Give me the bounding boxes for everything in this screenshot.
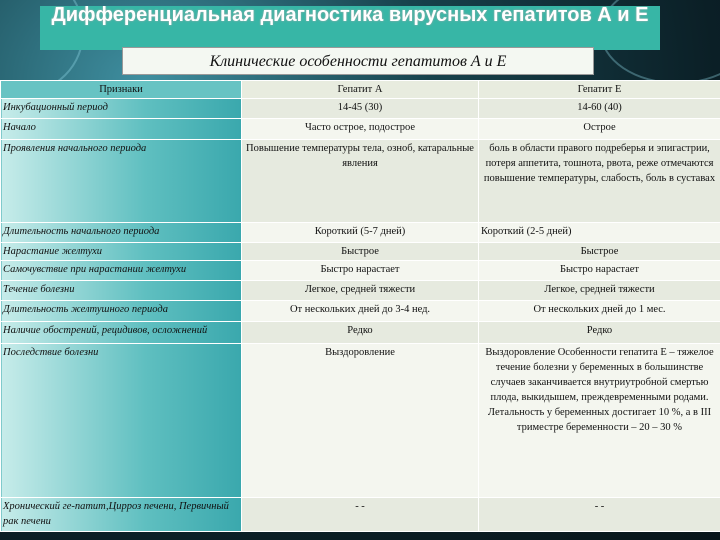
row-hepatitis-e: Легкое, средней тяжести <box>479 281 720 301</box>
slide-title: Дифференциальная диагностика вирусных гепатитов А и Е <box>40 6 660 50</box>
row-feature: Длительность желтушного периода <box>1 301 242 321</box>
row-feature: Нарастание желтухи <box>1 242 242 260</box>
row-hepatitis-e: Быстро нарастает <box>479 260 720 280</box>
row-hepatitis-e: - - <box>479 497 720 531</box>
table-row <box>1 301 720 321</box>
table-row <box>1 260 720 280</box>
header-features: Признаки <box>1 81 242 99</box>
row-hepatitis-a: - - <box>242 497 479 531</box>
row-hepatitis-e: От нескольких дней до 1 мес. <box>479 301 720 321</box>
row-hepatitis-e: Выздоровление Особенности гепатита Е – тяжелое течение болезни у беременных в большинстве случаев заканчивается внутриутробной смертью плода, выкидышем, преждевременными родами. Летальность у беременных достигает 10 %, а в III триместре беременности – 20 – 30 % <box>479 343 720 497</box>
table-row <box>1 242 720 260</box>
row-hepatitis-a: Быстро нарастает <box>242 260 479 280</box>
comparison-table <box>0 80 720 532</box>
row-feature: Проявления начального периода <box>1 139 242 222</box>
row-hepatitis-a: От нескольких дней до 3-4 нед. <box>242 301 479 321</box>
row-hepatitis-a: Быстрое <box>242 242 479 260</box>
table-row <box>1 99 720 119</box>
row-feature: Хронический ге-патит,Цирроз печени, Первичный рак печени <box>1 497 242 531</box>
row-feature: Начало <box>1 119 242 139</box>
row-feature: Наличие обострений, рецидивов, осложнений <box>1 321 242 343</box>
row-hepatitis-e: Редко <box>479 321 720 343</box>
table-title: Клинические особенности гепатитов А и Е <box>122 47 594 75</box>
row-feature: Длительность начального периода <box>1 222 242 242</box>
row-feature: Самочувствие при нарастании желтухи <box>1 260 242 280</box>
row-hepatitis-e: 14-60 (40) <box>479 99 720 119</box>
row-hepatitis-e: Быстрое <box>479 242 720 260</box>
row-hepatitis-a: Часто острое, подострое <box>242 119 479 139</box>
row-hepatitis-a: Повышение температуры тела, озноб, катаральные явления <box>242 139 479 222</box>
row-feature: Течение болезни <box>1 281 242 301</box>
row-hepatitis-e: Острое <box>479 119 720 139</box>
table-header-row <box>1 81 720 99</box>
table-row <box>1 222 720 242</box>
row-feature: Последствие болезни <box>1 343 242 497</box>
table-row <box>1 343 720 497</box>
table-row <box>1 281 720 301</box>
table-row <box>1 321 720 343</box>
row-hepatitis-a: Редко <box>242 321 479 343</box>
table-row <box>1 119 720 139</box>
row-hepatitis-e: Короткий (2-5 дней) <box>479 222 720 242</box>
header-hepatitis-a: Гепатит А <box>242 81 479 99</box>
header-hepatitis-e: Гепатит Е <box>479 81 720 99</box>
table-row <box>1 497 720 531</box>
row-hepatitis-a: Выздоровление <box>242 343 479 497</box>
row-hepatitis-a: Короткий (5-7 дней) <box>242 222 479 242</box>
row-hepatitis-a: 14-45 (30) <box>242 99 479 119</box>
row-hepatitis-a: Легкое, средней тяжести <box>242 281 479 301</box>
table-row <box>1 139 720 222</box>
row-feature: Инкубационный период <box>1 99 242 119</box>
row-hepatitis-e: боль в области правого подреберья и эпигастрии, потеря аппетита, тошнота, рвота, реже отмечаются повышение температуры, слабость, боль в суставах <box>479 139 720 222</box>
